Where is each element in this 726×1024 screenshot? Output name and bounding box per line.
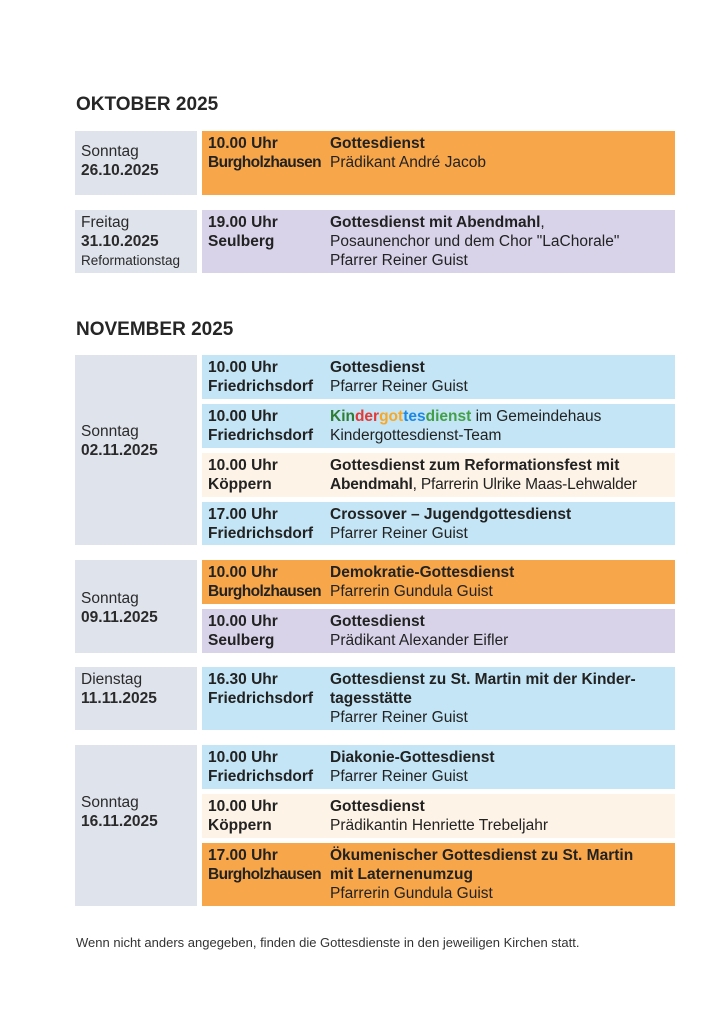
event-detail: Pfarrerin Gundula Guist (330, 885, 493, 902)
footer-note: Wenn nicht anders angegeben, finden die Gottesdienste in den jeweiligen Kirchen statt. (76, 935, 580, 950)
event-entry (202, 609, 675, 653)
rainbow-text-part: Kin (330, 408, 355, 425)
event-time: 10.00 Uhr (208, 564, 278, 581)
date-cell (75, 210, 197, 273)
month-heading-oktober: OKTOBER 2025 (76, 94, 219, 115)
event-title: Demokratie-Gottesdienst (330, 564, 515, 581)
event-entry (202, 210, 675, 273)
event-title: Gottesdienst (330, 613, 425, 630)
date-cell (75, 355, 197, 545)
weekday: Freitag (81, 214, 130, 231)
event-title: Gottesdienst (330, 798, 425, 815)
event-title: Diakonie-Gottesdienst (330, 749, 495, 766)
date: 31.10.2025 (81, 233, 159, 250)
event-title: Abendmahl (330, 476, 413, 493)
date: 26.10.2025 (81, 162, 159, 179)
weekday: Sonntag (81, 590, 139, 607)
event-place: Köppern (208, 817, 272, 834)
event-place: Friedrichsdorf (208, 427, 314, 444)
event-place: Burgholzhausen (208, 583, 322, 600)
rainbow-text-part: der (354, 408, 380, 425)
event-detail: Pfarrer Reiner Guist (330, 525, 468, 542)
event-time: 10.00 Uhr (208, 408, 278, 425)
date-cell (75, 131, 197, 195)
event-entry (202, 794, 675, 838)
event-detail: Pfarrer Reiner Guist (330, 768, 468, 785)
event-time: 10.00 Uhr (208, 135, 278, 152)
event-place: Köppern (208, 476, 272, 493)
event-place: Friedrichsdorf (208, 768, 314, 785)
event-entry (202, 453, 675, 497)
weekday: Dienstag (81, 671, 143, 688)
date: 16.11.2025 (81, 813, 158, 830)
event-detail: Posaunenchor und dem Chor "LaChorale" (330, 233, 620, 250)
event-time: 10.00 Uhr (208, 359, 278, 376)
event-place: Friedrichsdorf (208, 690, 314, 707)
event-detail: Kindergottesdienst-Team (330, 427, 502, 444)
event-entry (202, 355, 675, 399)
event-title: mit Laternenumzug (330, 866, 473, 883)
event-place: Burgholzhausen (208, 154, 322, 171)
weekday: Sonntag (81, 794, 139, 811)
event-time: 17.00 Uhr (208, 506, 278, 523)
event-detail: Pfarrer Reiner Guist (330, 252, 468, 269)
event-detail: Prädikant Alexander Eifler (330, 632, 509, 649)
event-detail: Pfarrer Reiner Guist (330, 709, 468, 726)
event-time: 10.00 Uhr (208, 457, 278, 474)
event-entry (202, 131, 675, 195)
event-title: Gottesdienst (330, 359, 425, 376)
month-heading-november: NOVEMBER 2025 (76, 319, 234, 340)
date-cell (75, 560, 197, 653)
event-detail: Prädikant André Jacob (330, 154, 486, 171)
event-entry (202, 843, 675, 906)
event-time: 17.00 Uhr (208, 847, 278, 864)
event-place: Burgholzhausen (208, 866, 322, 883)
event-place: Friedrichsdorf (208, 525, 314, 542)
event-place: Seulberg (208, 632, 275, 649)
rainbow-text-part: tes (403, 408, 426, 425)
event-title-rest: im Gemeindehaus (471, 408, 602, 425)
event-time: 16.30 Uhr (208, 671, 278, 688)
date-cell (75, 745, 197, 906)
event-title: tagesstätte (330, 690, 412, 707)
event-entry (202, 404, 675, 448)
date-cell (75, 667, 197, 730)
event-title: Gottesdienst mit Abendmahl (330, 214, 541, 231)
weekday: Sonntag (81, 143, 139, 160)
event-time: 19.00 Uhr (208, 214, 278, 231)
event-time: 10.00 Uhr (208, 749, 278, 766)
weekday: Sonntag (81, 423, 139, 440)
event-place: Friedrichsdorf (208, 378, 314, 395)
event-detail: Prädikantin Henriette Trebeljahr (330, 817, 548, 834)
event-time: 10.00 Uhr (208, 798, 278, 815)
date: 02.11.2025 (81, 442, 158, 459)
event-title: Gottesdienst zum Reformationsfest mit (330, 457, 620, 474)
event-entry (202, 667, 675, 730)
event-title: Gottesdienst (330, 135, 425, 152)
event-place: Seulberg (208, 233, 275, 250)
date: 09.11.2025 (81, 609, 158, 626)
event-entry (202, 502, 675, 545)
rainbow-text-part: dienst (425, 408, 472, 425)
event-entry (202, 745, 675, 789)
event-detail: Pfarrerin Gundula Guist (330, 583, 493, 600)
event-time: 10.00 Uhr (208, 613, 278, 630)
date-note: Reformationstag (81, 253, 181, 268)
rainbow-text-part: got (379, 408, 404, 425)
event-title: Ökumenischer Gottesdienst zu St. Martin (330, 847, 634, 864)
event-title: Gottesdienst zu St. Martin mit der Kinder- (330, 671, 636, 688)
event-title-suffix: , (540, 214, 545, 231)
event-title: Crossover – Jugendgottesdienst (330, 506, 572, 523)
event-detail: , Pfarrerin Ulrike Maas-Lehwalder (412, 476, 637, 493)
date: 11.11.2025 (81, 690, 157, 707)
event-entry (202, 560, 675, 604)
event-detail: Pfarrer Reiner Guist (330, 378, 468, 395)
